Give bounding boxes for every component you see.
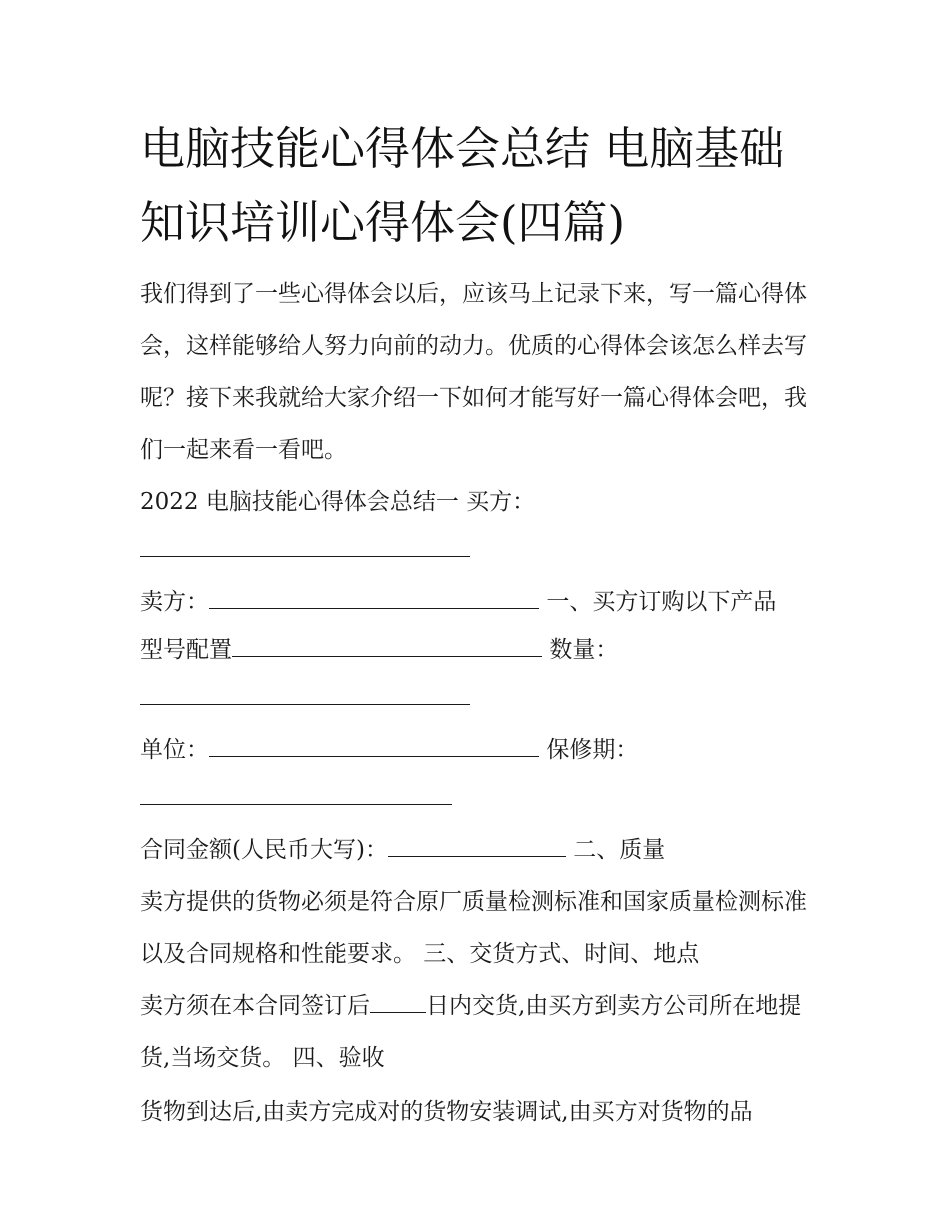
delivery-paragraph [140, 980, 820, 1084]
intro-paragraph: 我们得到了一些心得体会以后，应该马上记录下来，写一篇心得体会，这样能够给人努力向前的动力。优质的心得体会该怎么样去写呢？接下来我就给大家介绍一下如何才能写好一篇心得体会吧，我们一起来看一看吧。 [140, 281, 807, 463]
quantity-label: 数量： [549, 637, 619, 663]
quantity-blank [140, 680, 470, 705]
item1-text: 一、买方订购以下产品 [546, 589, 777, 615]
amount-blank [388, 832, 566, 857]
item2-text: 二、质量 [573, 837, 666, 863]
delivery-text-a: 卖方须在本合同签订后 [140, 993, 370, 1019]
section-heading-text: 2022 电脑技能心得体会总结一 买方： [140, 489, 536, 515]
document-content [140, 112, 820, 1138]
model-blank [232, 632, 542, 657]
buyer-blank-line [140, 526, 820, 574]
section-heading [140, 478, 820, 526]
delivery-text-b: 日内交货,由买方到卖方公司所在地提货,当场交货。 四、验收 [140, 993, 802, 1071]
amount-label: 合同金额(人民币大写)： [140, 837, 388, 863]
document-title: 电脑技能心得体会总结 电脑基础知识培训心得体会(四篇) [140, 122, 785, 249]
seller-blank [209, 584, 539, 609]
quantity-blank-line [140, 674, 820, 722]
delivery-days-blank [370, 988, 426, 1013]
buyer-blank [140, 532, 470, 557]
seller-label: 卖方： [140, 589, 209, 615]
model-line [140, 626, 820, 674]
unit-label: 单位： [140, 737, 209, 763]
amount-line [140, 826, 820, 874]
warranty-label: 保修期： [546, 737, 639, 763]
warranty-blank [140, 780, 452, 805]
unit-line [140, 726, 820, 774]
warranty-blank-line [140, 774, 820, 822]
seller-line [140, 578, 820, 626]
model-label: 型号配置 [140, 637, 232, 663]
acceptance-paragraph: 货物到达后,由卖方完成对的货物安装调试,由买方对货物的品 [140, 1099, 753, 1125]
unit-blank [209, 732, 539, 757]
quality-paragraph: 卖方提供的货物必须是符合原厂质量检测标准和国家质量检测标准以及合同规格和性能要求。 三、交货方式、时间、地点 [140, 889, 807, 967]
